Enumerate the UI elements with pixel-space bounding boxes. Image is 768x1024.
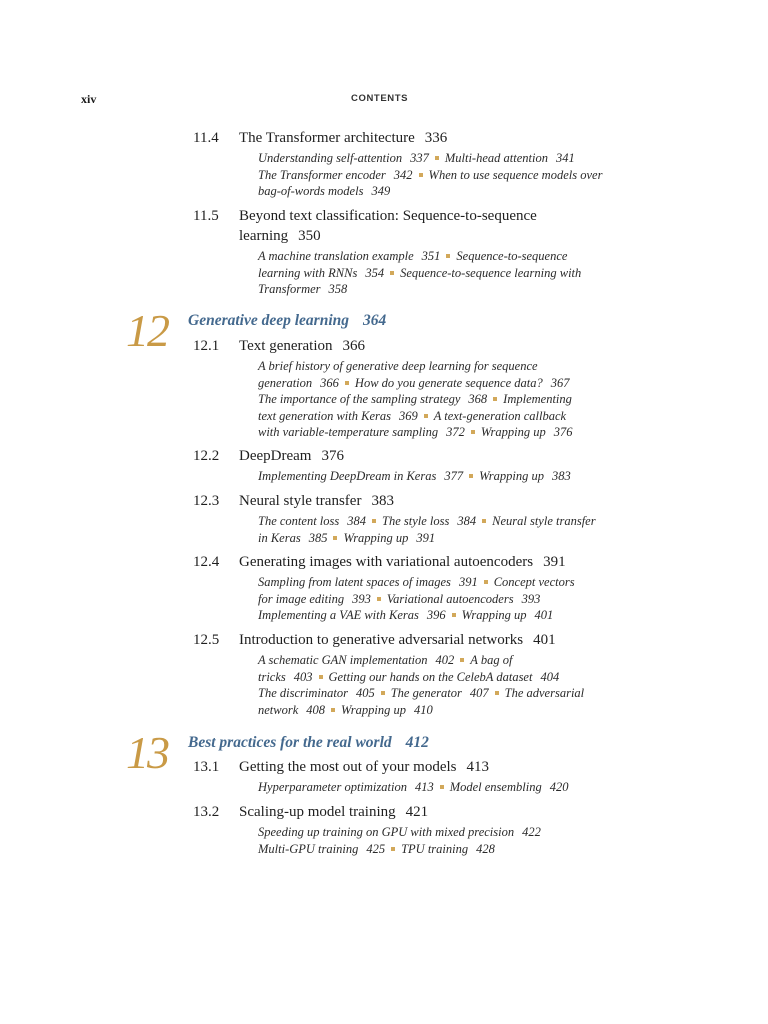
section-heading-line [193, 630, 653, 650]
subsection-page: 396 [426, 608, 446, 622]
subsection-title: Neural style transfer [492, 514, 596, 528]
subsection-page: 393 [521, 591, 541, 606]
subsection-page: 410 [413, 702, 433, 717]
section-page: 421 [405, 804, 429, 820]
subsection-line [258, 685, 648, 702]
subsection-page: 385 [308, 530, 328, 545]
subsection-line [258, 375, 648, 392]
subsection-list [258, 150, 648, 200]
subsection-list [258, 358, 648, 441]
subsection-title: learning with RNNs [258, 265, 358, 280]
subsection-title: Getting our hands on the CelebA dataset [328, 669, 533, 684]
subsection-title: The Transformer encoder [258, 167, 386, 182]
subsection-title: Implementing [503, 392, 572, 406]
subsection-line [258, 391, 648, 408]
subsection-title: Speeding up training on GPU with mixed precision [258, 825, 515, 839]
bullet-separator [452, 613, 456, 617]
section-title: Neural style transfer [239, 493, 362, 509]
subsection-list [258, 513, 648, 546]
section-number: 12.5 [193, 632, 220, 648]
chapter-title-line [188, 312, 386, 330]
section-heading-line [193, 491, 653, 511]
subsection-title: The importance of the sampling strategy [258, 392, 461, 406]
subsection-page: 384 [347, 514, 366, 528]
bullet-separator [446, 254, 450, 258]
bullet-separator [377, 597, 381, 601]
subsection-title: When to use sequence models over [428, 167, 603, 182]
section-page: 336 [424, 130, 448, 146]
chapter-number: 13 [126, 727, 168, 778]
subsection-title: The content loss [258, 514, 340, 528]
subsection-line [258, 248, 648, 265]
subsection-title: Variational autoencoders [386, 591, 514, 606]
chapter-title: Generative deep learning [188, 312, 350, 329]
section-number: 13.1 [193, 759, 220, 775]
subsection-line [258, 574, 648, 591]
subsection-title: bag-of-words models [258, 184, 364, 198]
toc-section-12-3 [193, 491, 653, 546]
section-number: 13.2 [193, 804, 220, 820]
section-title: Beyond text classification: Sequence-to-sequence [239, 208, 537, 224]
page-number: xiv [81, 92, 97, 106]
bullet-separator [333, 536, 337, 540]
subsection-list [258, 779, 648, 796]
toc-section-13-1 [193, 757, 653, 796]
subsection-page: 377 [444, 469, 464, 483]
subsection-title: A schematic GAN implementation [258, 653, 428, 667]
subsection-title: with variable-temperature sampling [258, 425, 439, 439]
section-title: Generating images with variational autoencoders [239, 554, 534, 570]
subsection-title: Sampling from latent spaces of images [258, 575, 451, 589]
chapter-title: Best practices for the real world [188, 734, 392, 751]
section-title: Scaling-up model training [239, 804, 396, 820]
subsection-title: A text-generation callback [433, 408, 567, 423]
subsection-list [258, 652, 648, 718]
subsection-page: 337 [410, 151, 429, 165]
subsection-title: text generation with Keras [258, 408, 391, 423]
bullet-separator [424, 414, 428, 418]
subsection-title: The discriminator [258, 686, 348, 700]
subsection-page: 393 [352, 591, 371, 606]
subsection-title: Concept vectors [493, 575, 575, 589]
toc-section-11-4 [193, 128, 653, 200]
section-page: 376 [321, 448, 344, 464]
subsection-title: The generator [390, 686, 462, 700]
subsection-page: 401 [534, 608, 554, 622]
subsection-line [258, 530, 648, 547]
subsection-page: 413 [414, 780, 434, 794]
chapter-page: 364 [363, 312, 387, 329]
subsection-page: 368 [468, 392, 488, 406]
subsection-page: 358 [328, 282, 348, 296]
subsection-line [258, 150, 648, 167]
subsection-title: Wrapping up [341, 702, 406, 717]
subsection-title: The style loss [382, 514, 450, 528]
section-page: 413 [466, 759, 489, 775]
subsection-page: 403 [293, 669, 313, 684]
bullet-separator [419, 173, 423, 177]
section-number: 11.5 [193, 208, 219, 224]
section-heading-line [193, 206, 653, 226]
bullet-separator [482, 519, 486, 523]
section-number: 12.2 [193, 448, 220, 464]
bullet-separator [484, 580, 488, 584]
subsection-page: 351 [421, 249, 441, 263]
subsection-title: A brief history of generative deep learning for sequence [258, 359, 538, 373]
section-title: The Transformer architecture [239, 130, 415, 146]
section-number: 12.1 [193, 338, 220, 354]
subsection-title: tricks [258, 669, 286, 684]
subsection-title: The adversarial [504, 686, 585, 700]
subsection-page: 367 [550, 375, 570, 390]
chapter-page: 412 [405, 734, 429, 751]
chapter-title-line [188, 734, 429, 752]
section-number: 12.3 [193, 493, 220, 509]
subsection-title: How do you generate sequence data? [354, 375, 543, 390]
section-heading-line [193, 552, 653, 572]
subsection-page: 407 [469, 686, 489, 700]
subsection-line [258, 424, 648, 441]
subsection-line [258, 824, 648, 841]
subsection-page: 342 [393, 167, 413, 182]
section-heading-line [193, 226, 653, 246]
subsection-page: 428 [476, 841, 495, 856]
section-page: 350 [298, 228, 321, 244]
subsection-title: Hyperparameter optimization [258, 780, 407, 794]
subsection-list [258, 468, 648, 485]
toc-section-12-5 [193, 630, 653, 718]
bullet-separator [469, 474, 473, 478]
subsection-page: 369 [398, 408, 418, 423]
subsection-title: Wrapping up [343, 530, 409, 545]
subsection-line [258, 183, 648, 200]
section-number: 12.4 [193, 554, 220, 570]
bullet-separator [440, 785, 444, 789]
page-header [0, 92, 768, 108]
section-title: Introduction to generative adversarial networks [239, 632, 524, 648]
subsection-line [258, 591, 648, 608]
toc-section-13-2 [193, 802, 653, 857]
subsection-list [258, 574, 648, 624]
subsection-page: 402 [435, 653, 455, 667]
section-heading-line [193, 128, 653, 148]
subsection-line [258, 513, 648, 530]
subsection-page: 372 [446, 425, 465, 439]
bullet-separator [471, 430, 475, 434]
subsection-line [258, 281, 648, 298]
bullet-separator [493, 397, 497, 401]
chapter-number: 12 [126, 305, 168, 356]
subsection-title: Wrapping up [479, 469, 545, 483]
subsection-line [258, 841, 648, 858]
subsection-title: in Keras [258, 530, 301, 545]
subsection-title: generation [258, 375, 313, 390]
subsection-title: for image editing [258, 591, 345, 606]
subsection-page: 404 [540, 669, 560, 684]
bullet-separator [345, 381, 349, 385]
subsection-page: 383 [552, 469, 571, 483]
subsection-title: Sequence-to-sequence [456, 249, 568, 263]
bullet-separator [381, 691, 385, 695]
subsection-title: A bag of [470, 653, 513, 667]
subsection-page: 405 [355, 686, 375, 700]
subsection-line [258, 468, 648, 485]
subsection-title: Sequence-to-sequence learning with [400, 265, 582, 280]
subsection-title: Implementing a VAE with Keras [258, 608, 419, 622]
subsection-title: Understanding self-attention [258, 151, 403, 165]
section-heading-line [193, 446, 653, 466]
section-heading-line [193, 336, 653, 356]
section-number: 11.4 [193, 130, 219, 146]
section-page: 391 [543, 554, 566, 570]
subsection-title: Wrapping up [480, 425, 546, 439]
toc-section-12-4 [193, 552, 653, 624]
subsection-page: 425 [366, 841, 386, 856]
subsection-title: Wrapping up [461, 608, 527, 622]
section-page: 383 [371, 493, 394, 509]
subsection-title: Multi-head attention [444, 151, 548, 165]
running-head: CONTENTS [351, 93, 409, 104]
bullet-separator [372, 519, 376, 523]
subsection-page: 391 [458, 575, 478, 589]
bullet-separator [391, 847, 395, 851]
subsection-page: 420 [549, 780, 569, 794]
bullet-separator [319, 675, 323, 679]
subsection-line [258, 702, 648, 719]
section-heading-line [193, 802, 653, 822]
subsection-title: Model ensembling [449, 780, 542, 794]
section-page: 401 [533, 632, 556, 648]
subsection-list [258, 824, 648, 857]
subsection-title: Transformer [258, 282, 321, 296]
subsection-line [258, 669, 648, 686]
subsection-list [258, 248, 648, 298]
subsection-title: TPU training [401, 841, 469, 856]
subsection-page: 349 [371, 184, 391, 198]
bullet-separator [460, 658, 464, 662]
subsection-page: 341 [555, 151, 575, 165]
subsection-line [258, 408, 648, 425]
bullet-separator [495, 691, 499, 695]
section-heading-line [193, 757, 653, 777]
section-title: Getting the most out of your models [239, 759, 457, 775]
subsection-page: 354 [365, 265, 385, 280]
section-page: 366 [342, 338, 365, 354]
bullet-separator [331, 708, 335, 712]
subsection-title: A machine translation example [258, 249, 414, 263]
subsection-title: network [258, 702, 299, 717]
subsection-page: 376 [553, 425, 573, 439]
subsection-page: 384 [457, 514, 477, 528]
bullet-separator [390, 271, 394, 275]
subsection-page: 366 [320, 375, 339, 390]
subsection-page: 422 [522, 825, 541, 839]
subsection-line [258, 652, 648, 669]
subsection-line [258, 607, 648, 624]
subsection-line [258, 779, 648, 796]
subsection-page: 391 [416, 530, 436, 545]
section-title: Text generation [239, 338, 333, 354]
subsection-line [258, 167, 648, 184]
section-title: DeepDream [239, 448, 312, 464]
subsection-line [258, 265, 648, 282]
subsection-line [258, 358, 648, 375]
bullet-separator [435, 156, 439, 160]
toc-section-11-5 [193, 206, 653, 298]
subsection-title: Implementing DeepDream in Keras [258, 469, 437, 483]
section-title: learning [239, 228, 289, 244]
toc-section-12-2 [193, 446, 653, 485]
subsection-page: 408 [306, 702, 326, 717]
toc-section-12-1 [193, 336, 653, 441]
subsection-title: Multi-GPU training [258, 841, 359, 856]
